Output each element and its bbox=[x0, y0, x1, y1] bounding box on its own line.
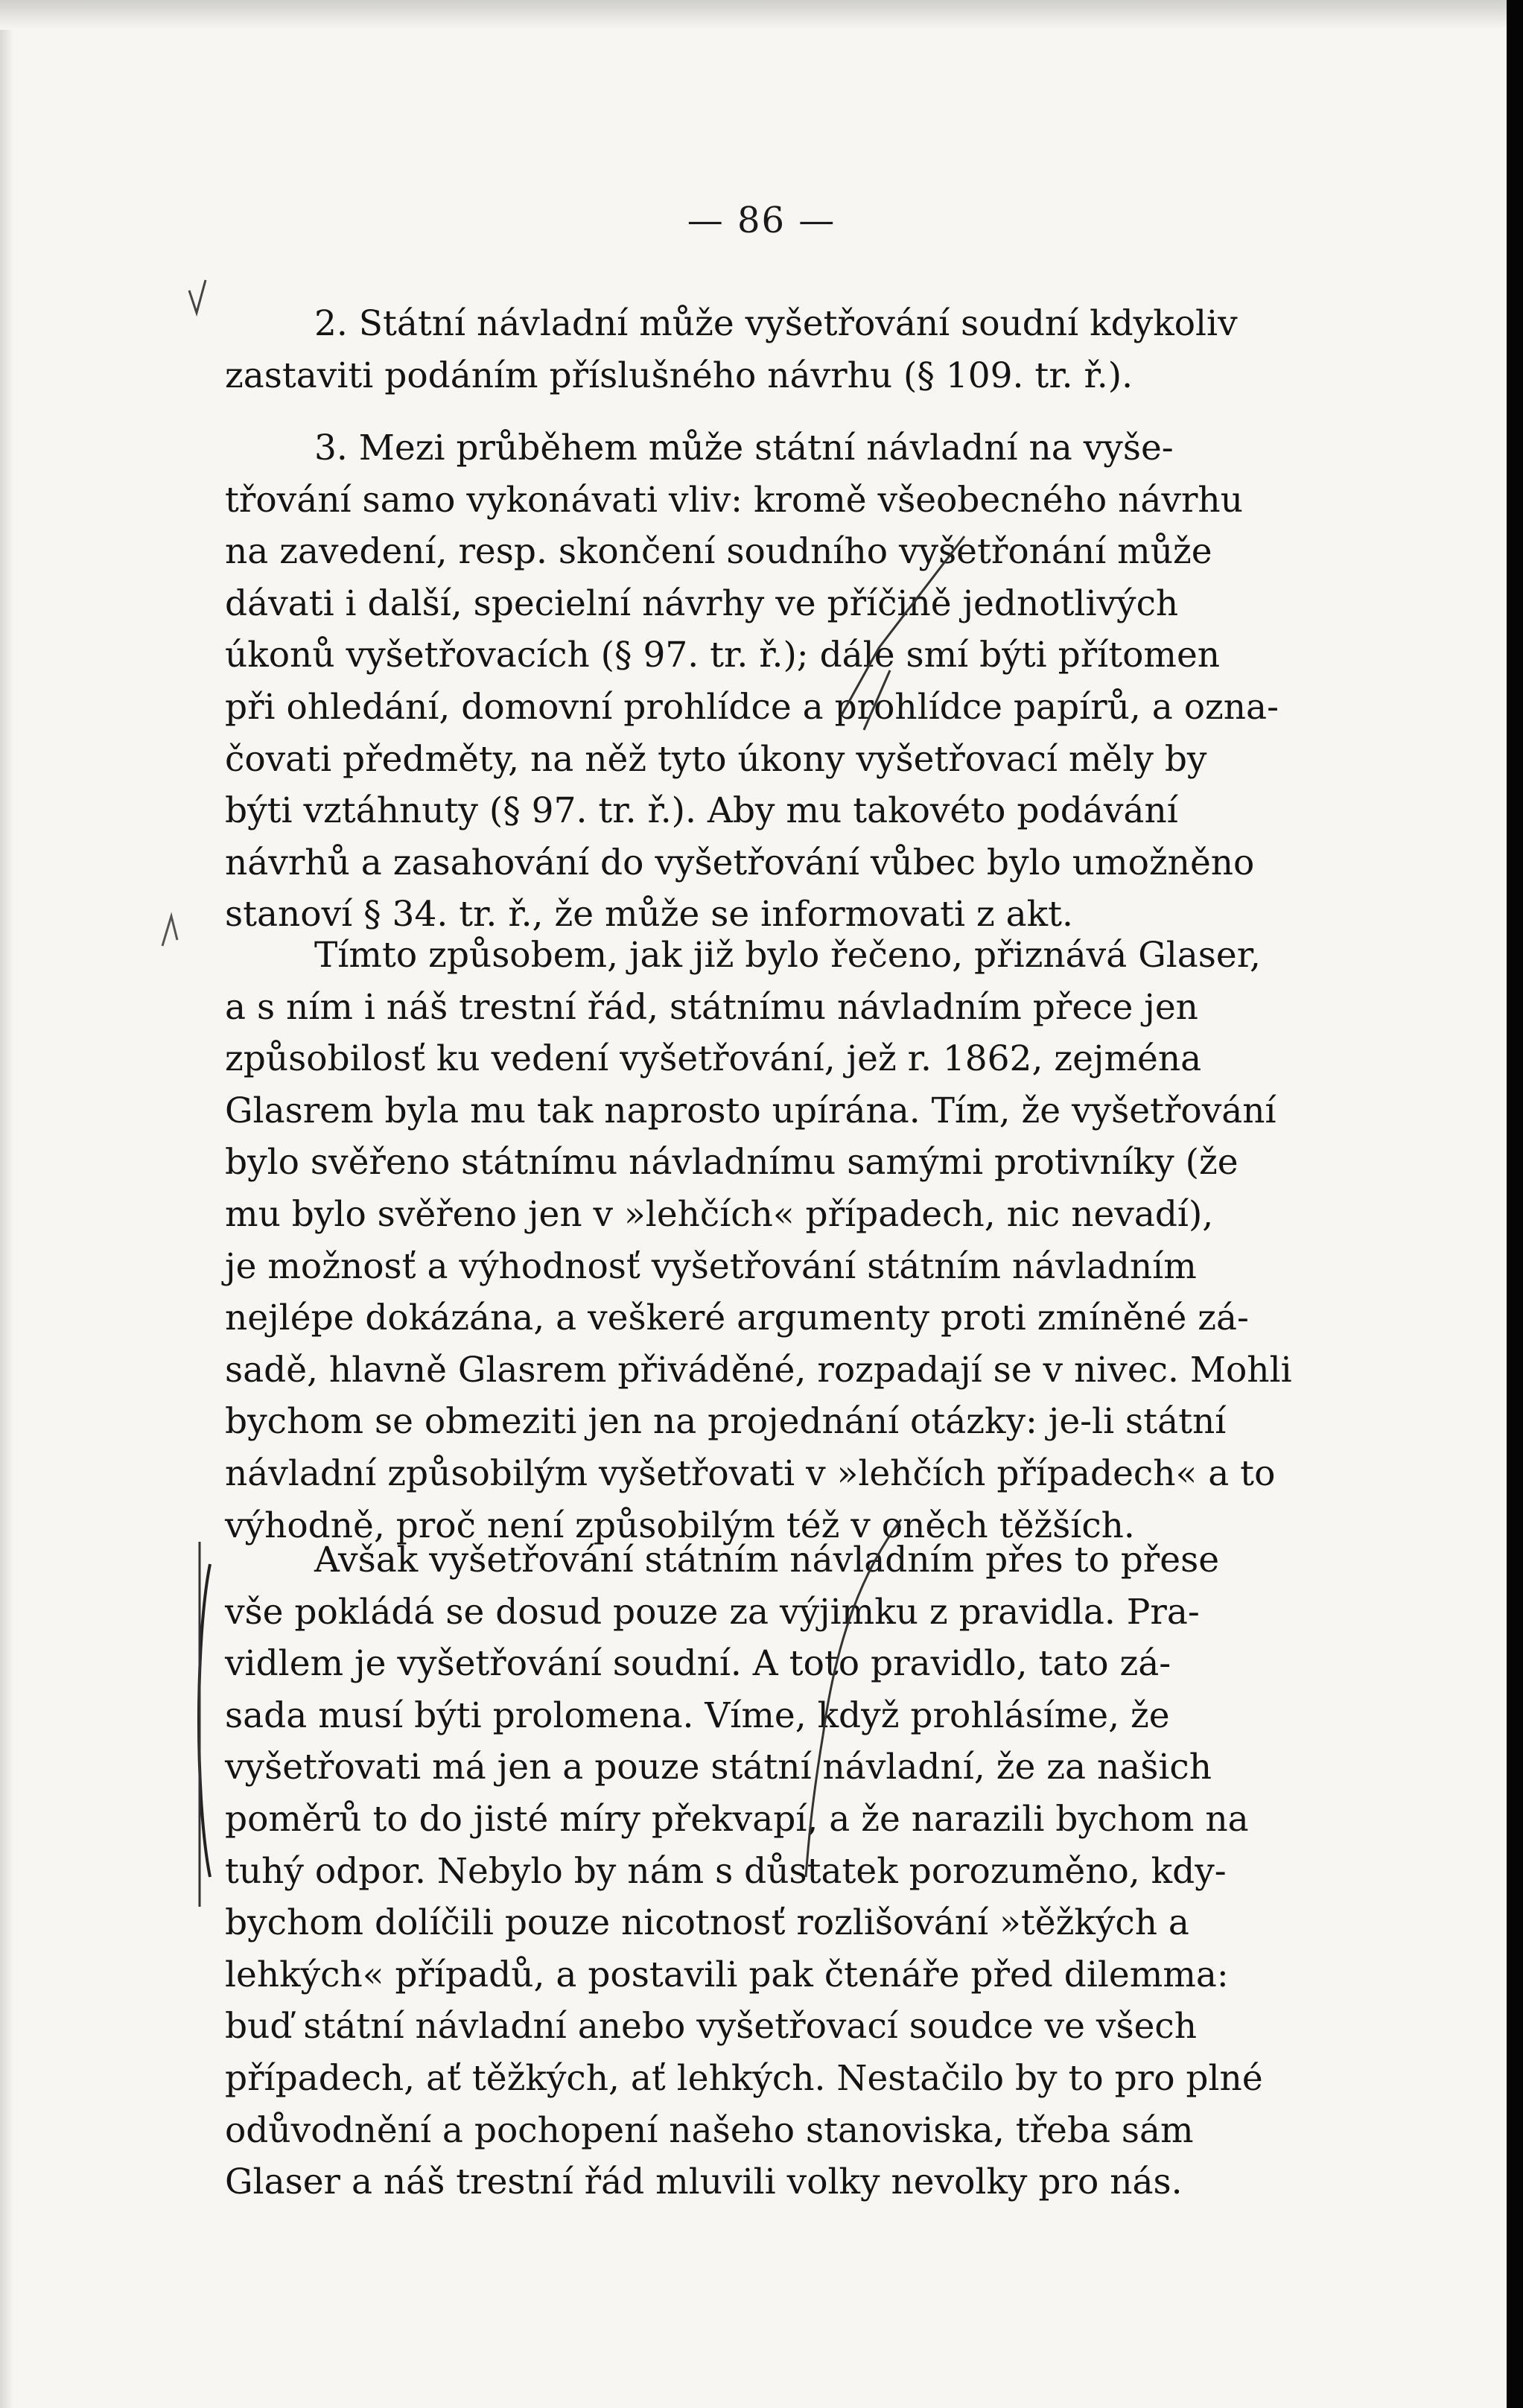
margin-check-mark-2 bbox=[162, 916, 177, 946]
text-line: býti vztáhnuty (§ 97. tr. ř.). Aby mu takovéto podávání bbox=[225, 790, 1178, 832]
text-line: sada musí býti prolomena. Víme, když prohlásíme, že bbox=[225, 1694, 1170, 1736]
text-line: výhodně, proč není způsobilým též v oněch těžších. bbox=[225, 1505, 1135, 1546]
text-line: bychom se obmeziti jen na projednání otázky: je-li státní bbox=[225, 1401, 1227, 1443]
text-line: poměrů to do jisté míry překvapí, a že narazili bychom na bbox=[225, 1798, 1249, 1840]
text-line: vše pokládá se dosud pouze za výjimku z pravidla. Pra- bbox=[225, 1591, 1200, 1633]
text-line: způsobilosť ku vedení vyšetřování, jež r. 1862, zejména bbox=[225, 1038, 1202, 1080]
text-line: 2. Státní návladní může vyšetřování soudní kdykoliv bbox=[314, 303, 1238, 344]
text-line: odůvodnění a pochopení našeho stanoviska, třeba sám bbox=[225, 2109, 1194, 2151]
text-line: Avšak vyšetřování státním návladním přes to přese bbox=[314, 1540, 1220, 1581]
page-edge-left bbox=[0, 0, 13, 2408]
text-line: nejlépe dokázána, a veškeré argumenty proti zmíněné zá- bbox=[225, 1297, 1249, 1339]
margin-check-mark bbox=[189, 280, 206, 313]
text-line: na zavedení, resp. skončení soudního vyšetřonání může bbox=[225, 531, 1212, 573]
text-line: bychom dolíčili pouze nicotnosť rozlišování »těžkých a bbox=[225, 1902, 1189, 1944]
text-line: Glasrem byla mu tak naprosto upírána. Tím, že vyšetřování bbox=[225, 1090, 1276, 1131]
text-line: při ohledání, domovní prohlídce a prohlídce papírů, a ozna- bbox=[225, 686, 1279, 728]
page-number: — 86 — bbox=[687, 200, 836, 241]
text-line: buď státní návladní anebo vyšetřovací soudce ve všech bbox=[225, 2006, 1197, 2048]
text-line: lehkých« případů, a postavili pak čtenáře před dilemma: bbox=[225, 1954, 1229, 1995]
text-line: bylo svěřeno státnímu návladnímu samými protivníky (že bbox=[225, 1142, 1239, 1184]
text-line: vidlem je vyšetřování soudní. A toto pravidlo, tato zá- bbox=[225, 1643, 1171, 1685]
text-line: Tímto způsobem, jak již bylo řečeno, přiznává Glaser, bbox=[314, 935, 1261, 976]
paragraph-text bbox=[225, 930, 1353, 1551]
text-line: vyšetřovati má jen a pouze státní návladní, že za našich bbox=[225, 1747, 1212, 1788]
text-line: třování samo vykonávati vliv: kromě všeobecného návrhu bbox=[225, 479, 1243, 521]
text-line: sadě, hlavně Glasrem přiváděné, rozpadají se v nivec. Mohli bbox=[225, 1349, 1292, 1391]
scan-border-right bbox=[1507, 0, 1523, 2408]
paragraph-3 bbox=[225, 930, 1353, 1551]
text-line: návrhů a zasahování do vyšetřování vůbec bylo umožněno bbox=[225, 842, 1255, 883]
paragraph-text bbox=[225, 1534, 1353, 2208]
text-line: zastaviti podáním příslušného návrhu (§ 109. tr. ř.). bbox=[225, 355, 1133, 396]
text-line: 3. Mezi průběhem může státní návladní na vyše- bbox=[314, 428, 1174, 468]
text-line: dávati i další, specielní návrhy ve příčině jednotlivých bbox=[225, 582, 1179, 624]
margin-bracket bbox=[199, 1564, 210, 1877]
page-edge-top bbox=[0, 0, 1523, 30]
paragraph-2 bbox=[225, 422, 1353, 941]
text-line: stanoví § 34. tr. ř., že může se informovati z akt. bbox=[225, 894, 1073, 935]
paragraph-text bbox=[225, 422, 1353, 941]
text-line: úkonů vyšetřovacích (§ 97. tr. ř.); dále smí býti přítomen bbox=[225, 635, 1221, 676]
text-line: návladní způsobilým vyšetřovati v »lehčích případech« a to bbox=[225, 1452, 1276, 1494]
paragraph-1 bbox=[225, 298, 1353, 401]
text-line: je možnosť a výhodnosť vyšetřování státním návladním bbox=[225, 1245, 1197, 1287]
text-line: čovati předměty, na něž tyto úkony vyšetřovací měly by bbox=[225, 738, 1207, 780]
text-line: mu bylo svěřeno jen v »lehčích« případech, nic nevadí), bbox=[225, 1193, 1214, 1235]
text-line: a s ním i náš trestní řád, státnímu návladním přece jen bbox=[225, 986, 1198, 1028]
text-line: Glaser a náš trestní řád mluvili volky nevolky pro nás. bbox=[225, 2161, 1183, 2203]
text-line: případech, ať těžkých, ať lehkých. Nestačilo by to pro plné bbox=[225, 2057, 1263, 2099]
paragraph-4 bbox=[225, 1534, 1353, 2208]
text-line: tuhý odpor. Nebylo by nám s důstatek porozuměno, kdy- bbox=[225, 1850, 1227, 1892]
paragraph-text bbox=[225, 298, 1353, 401]
